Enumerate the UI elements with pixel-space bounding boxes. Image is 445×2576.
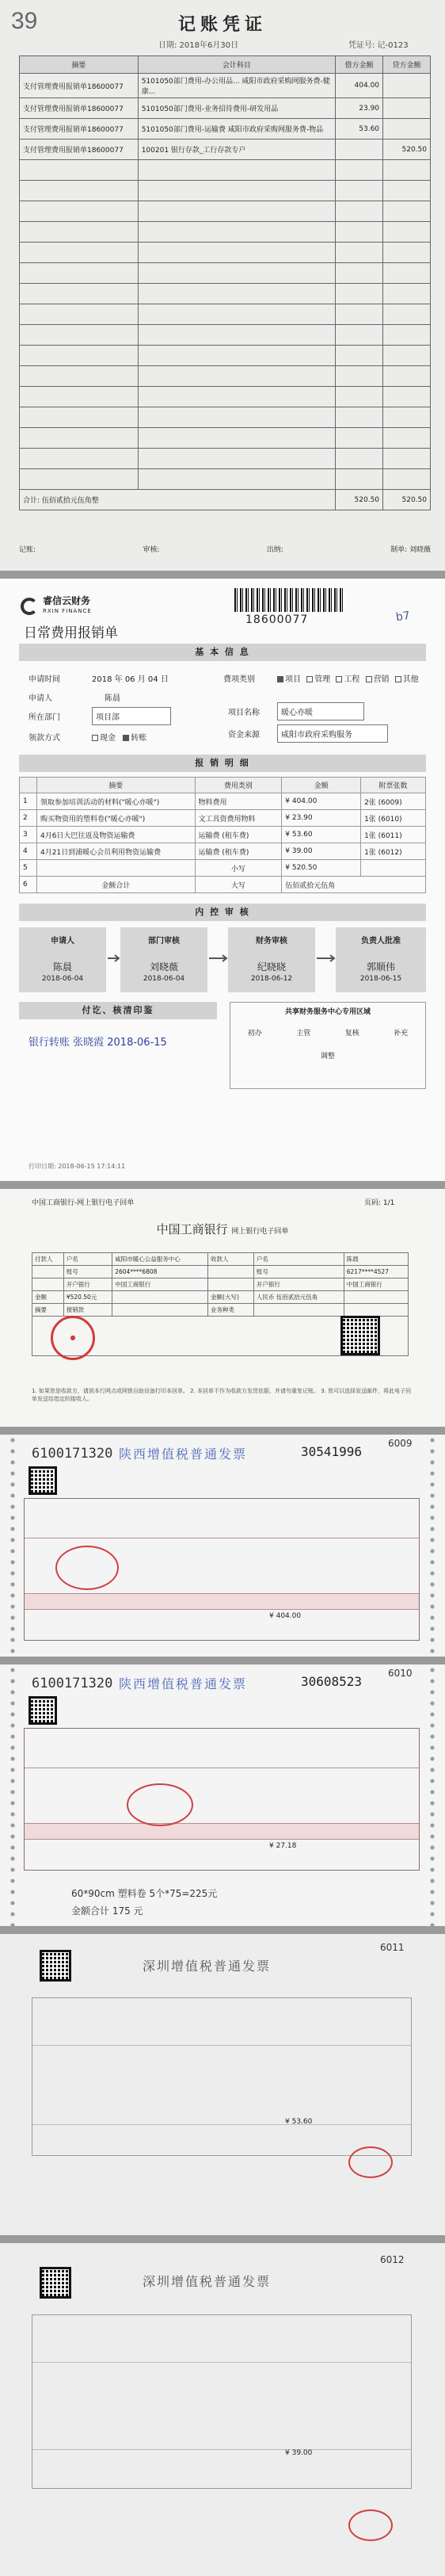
form-title: 日常费用报销单 — [24, 625, 118, 641]
bank-cell: 收款人 — [208, 1253, 254, 1266]
detail-no: 1 — [20, 793, 37, 810]
qr-code-icon — [29, 1466, 57, 1495]
bank-cell: 摘要 — [32, 1304, 64, 1317]
detail-header: 费用类别 — [195, 778, 282, 793]
detail-att: 1张 (6011) — [361, 827, 426, 843]
reim-type-label: 费项类别 — [223, 675, 255, 684]
qr-code-icon — [340, 1316, 380, 1355]
voucher-footer-item: 记账: — [19, 546, 36, 554]
approval-head: 部门审核 — [148, 937, 180, 946]
table-row — [20, 119, 431, 140]
voucher-account: 100201 银行存款_工行存款专户 — [138, 140, 335, 160]
project-label: 项目名称 — [228, 709, 260, 717]
bank-cell: 业务种类 — [208, 1304, 254, 1317]
voucher-number: 凭证号: 记-0123 — [348, 41, 409, 50]
brand-en: RXIN FINANCE — [43, 608, 92, 614]
table-row — [32, 1278, 409, 1291]
qr-code-icon — [40, 2267, 71, 2299]
barcode-icon — [234, 588, 345, 612]
invoice-seal-icon — [348, 2509, 393, 2541]
fund-label: 资金来源 — [228, 731, 260, 740]
detail-amount-capital: 伍佰贰拾元伍角 — [282, 877, 426, 893]
bank-cell: 开户银行 — [253, 1278, 344, 1291]
voucher-summary: 支付管理费用报销单18600077 — [20, 119, 139, 140]
invoice-title: 陕西增值税普通发票 — [119, 1447, 248, 1462]
approval-name: 纪晓晓 — [257, 961, 286, 973]
dept-label: 所在部门 — [29, 713, 60, 722]
table-row — [20, 793, 426, 810]
reim-type: 项目 — [285, 675, 301, 684]
invoice-number: 30608523 — [301, 1674, 363, 1689]
section-detail: 报 销 明 细 — [19, 755, 426, 772]
bank-cell — [344, 1304, 408, 1317]
bank-cell — [32, 1266, 64, 1278]
detail-att: 2张 (6009) — [361, 793, 426, 810]
approval-date: 2018-06-12 — [250, 975, 293, 983]
voucher-account: 5101050部门费用-业务招待费用-研发用品 — [138, 98, 335, 119]
voucher-header: 贷方金额 — [383, 56, 431, 74]
section-approval: 内 控 审 核 — [19, 904, 426, 921]
invoice-handwritten: 6009 — [388, 1438, 413, 1449]
invoice-seal-icon — [127, 1783, 193, 1826]
checkbox-icon[interactable] — [306, 676, 313, 682]
apply-year: 2018 — [92, 675, 112, 684]
detail-header — [20, 778, 37, 793]
table-row — [32, 1253, 409, 1266]
bank-cell: 金额(大写) — [208, 1291, 254, 1304]
reim-type: 管理 — [314, 675, 331, 684]
voucher-header: 借方金额 — [336, 56, 383, 74]
bank-cell: 账号 — [63, 1266, 112, 1278]
detail-att: 1张 (6010) — [361, 810, 426, 827]
apply-month: 06 — [124, 675, 135, 684]
invoice-1 — [0, 1435, 445, 1657]
invoice-grid — [24, 1728, 420, 1871]
bank-cell: 金额 — [32, 1291, 64, 1304]
bank-cell — [344, 1291, 408, 1304]
voucher-footer-item: 制单: 刘晓薇 — [390, 546, 431, 554]
voucher-total-debit: 520.50 — [336, 490, 383, 510]
detail-table — [19, 777, 426, 893]
invoice-3 — [0, 1934, 445, 2235]
voucher-summary: 支付管理费用报销单18600077 — [20, 74, 139, 98]
detail-header: 摘要 — [36, 778, 195, 793]
voucher-summary: 支付管理费用报销单18600077 — [20, 140, 139, 160]
qr-code-icon — [40, 1950, 71, 1982]
detail-amount: ¥ 39.00 — [282, 843, 361, 860]
bank-cell: 开户银行 — [63, 1278, 112, 1291]
invoice-handwritten: 6011 — [380, 1942, 405, 1953]
voucher-debit — [336, 140, 383, 160]
shared-item: 调整 — [320, 1053, 335, 1061]
apply-time-label: 申请时间 — [29, 675, 60, 684]
detail-desc: 领取参加培训活动的材料("暖心亦暖") — [36, 793, 195, 810]
table-row — [20, 140, 431, 160]
invoice-2 — [0, 1664, 445, 1926]
reim-type-options — [277, 672, 419, 684]
invoice-code: 6100171320 — [32, 1676, 113, 1691]
approval-date: 2018-06-04 — [41, 975, 84, 983]
table-row — [20, 827, 426, 843]
bank-notes: 1. 如果您是收款方，请到本行网点或网银自助设备打印本回单。 2. 本回单不作为收款方发货依据，并请勿重复记账。 3. 您可以选择发送邮件，将此电子回单发送给指定的接收人。 — [32, 1388, 412, 1402]
qr-code-icon — [29, 1696, 57, 1725]
fund-field: 咸阳市政府采购服务 — [277, 724, 388, 743]
detail-desc: 购买物资用的塑料卷("暖心亦暖") — [36, 810, 195, 827]
bank-title — [0, 1221, 445, 1237]
checkbox-icon[interactable] — [277, 676, 283, 682]
detail-cat: 物料费用 — [195, 793, 282, 810]
section-basic: 基 本 信 息 — [19, 644, 426, 661]
detail-no: 2 — [20, 810, 37, 827]
voucher-header: 会计科目 — [138, 56, 335, 74]
dept-field: 项目部 — [92, 707, 171, 725]
bank-cell — [112, 1291, 208, 1304]
shared-item: 主管 — [296, 1030, 311, 1038]
shared-item: 复核 — [344, 1030, 359, 1038]
table-row — [32, 1266, 409, 1278]
checkbox-icon[interactable] — [366, 676, 372, 682]
bank-cell: 账号 — [253, 1266, 344, 1278]
table-row — [20, 810, 426, 827]
detail-header: 附票张数 — [361, 778, 426, 793]
voucher-credit — [383, 98, 431, 119]
section-pay: 付讫、核清印鉴 — [19, 1002, 217, 1019]
invoice-4 — [0, 2243, 445, 2576]
voucher-footer-item: 审核: — [143, 546, 160, 554]
detail-no: 6 — [20, 877, 37, 893]
bank-receipt — [0, 1189, 445, 1427]
bank-page: 页码: 1/1 — [364, 1199, 395, 1207]
bank-cell: 2604****6808 — [112, 1266, 208, 1278]
handwritten-note: 60*90cm 塑料卷 5个*75=225元 — [71, 1888, 218, 1899]
brand-name: 睿信云财务 — [43, 595, 91, 606]
approval-name: 郭顺伟 — [366, 961, 395, 973]
voucher-debit: 23.90 — [336, 98, 383, 119]
project-field: 暖心亦暖 — [277, 702, 364, 720]
invoice-seal-icon — [55, 1546, 119, 1590]
bank-cell: 户名 — [253, 1253, 344, 1266]
voucher-date: 日期: 2018年6月30日 — [158, 41, 239, 50]
handwritten-number: b7 — [394, 609, 411, 625]
detail-amount-small: ¥ 520.50 — [282, 860, 361, 877]
detail-desc — [36, 860, 195, 877]
pay-option: 现金 — [100, 734, 116, 743]
bank-subtitle: 网上银行电子回单 — [231, 1228, 289, 1236]
reim-type: 营销 — [373, 675, 390, 684]
approval-name: 陈晨 — [52, 961, 72, 973]
bank-cell — [32, 1278, 64, 1291]
voucher-credit — [383, 119, 431, 140]
detail-amount: ¥ 23.90 — [282, 810, 361, 827]
bank-cell: 中国工商银行 — [344, 1278, 408, 1291]
detail-cat: 运输费 (租车费) — [195, 843, 282, 860]
invoice-number: 30541996 — [301, 1444, 363, 1459]
detail-no: 4 — [20, 843, 37, 860]
approval-date: 2018-06-15 — [359, 975, 402, 983]
approval-date: 2018-06-04 — [143, 975, 185, 983]
bank-cell: 人民币 伍佰贰拾元伍角 — [253, 1291, 344, 1304]
detail-cat: 大写 — [195, 877, 282, 893]
table-row — [20, 877, 426, 893]
bank-name: 中国工商银行 — [156, 1222, 228, 1236]
apply-date: 2018 年 06 月 04 日 — [92, 675, 169, 684]
invoice-title: 深圳增值税普通发票 — [143, 1959, 272, 1974]
table-row — [20, 843, 426, 860]
shared-item: 初办 — [247, 1030, 262, 1038]
approval-head: 申请人 — [51, 937, 74, 946]
detail-header: 金额 — [282, 778, 361, 793]
invoice-seal-icon — [348, 2146, 393, 2178]
voucher-account: 5101050部门费用-运输费 咸阳市政府采购网服务费-物品 — [138, 119, 335, 140]
voucher-debit: 53.60 — [336, 119, 383, 140]
bank-cell: ¥520.50元 — [63, 1291, 112, 1304]
detail-cat: 文工具资费用物料 — [195, 810, 282, 827]
page-number: 39 — [11, 8, 38, 34]
print-time: 打印日期: 2018-06-15 17:14:11 — [29, 1163, 126, 1170]
detail-cat: 小写 — [195, 860, 282, 877]
invoice-handwritten: 6012 — [380, 2254, 405, 2265]
voucher-account: 5101050部门费用-办公用品... 咸阳市政府采购网服务费-健康... — [138, 74, 335, 98]
detail-cat: 运输费 (租车费) — [195, 827, 282, 843]
table-row — [20, 860, 426, 877]
detail-desc: 4月6日大巴往返及物资运输费 — [36, 827, 195, 843]
shared-item: 补充 — [394, 1030, 409, 1038]
shared-area — [230, 1002, 426, 1089]
invoice-grid — [32, 2314, 412, 2489]
voucher-sheet — [0, 0, 445, 571]
voucher-debit: 404.00 — [336, 74, 383, 98]
flow-arrows — [0, 953, 445, 964]
detail-att: 1张 (6012) — [361, 843, 426, 860]
checkbox-icon[interactable] — [336, 676, 342, 682]
applicant-name: 陈晨 — [105, 694, 120, 703]
table-row — [20, 74, 431, 98]
handwritten-note: 金额合计 175 元 — [71, 1905, 143, 1917]
pay-method-label: 领款方式 — [29, 734, 60, 743]
detail-att — [361, 860, 426, 877]
bank-cell: 陈晨 — [344, 1253, 408, 1266]
detail-no: 5 — [20, 860, 37, 877]
voucher-credit — [383, 74, 431, 98]
checkbox-icon[interactable] — [92, 735, 98, 741]
pay-stamp: 银行转账 张晓霞 2018-06-15 — [29, 1037, 167, 1049]
approval-head: 负责人批准 — [361, 937, 401, 946]
checkbox-icon[interactable] — [123, 735, 129, 741]
detail-amount: ¥ 53.60 — [282, 827, 361, 843]
apply-day: 04 — [147, 675, 158, 684]
logo-icon — [21, 598, 38, 615]
invoice-handwritten: 6010 — [388, 1668, 413, 1679]
detail-no: 3 — [20, 827, 37, 843]
bank-cell: 户名 — [63, 1253, 112, 1266]
bank-seal-icon: ● — [51, 1316, 95, 1360]
table-row — [20, 98, 431, 119]
table-row — [32, 1291, 409, 1304]
invoice-grid — [32, 1997, 412, 2156]
bank-cell — [253, 1304, 344, 1317]
voucher-footer-item: 出纳: — [266, 546, 283, 554]
invoice-title: 深圳增值税普通发票 — [143, 2274, 272, 2289]
invoice-total: ¥ 404.00 — [269, 1612, 302, 1620]
pay-option: 转账 — [131, 734, 147, 743]
approval-head: 财务审核 — [256, 937, 287, 946]
reim-type: 其他 — [402, 675, 419, 684]
voucher-total-credit: 520.50 — [383, 490, 431, 510]
voucher-total-row — [20, 490, 431, 510]
invoice-code: 6100171320 — [32, 1446, 113, 1462]
bank-cell: 中国工商银行 — [112, 1278, 208, 1291]
barcode-number: 18600077 — [245, 613, 309, 626]
shared-title: 共享财务服务中心专用区域 — [284, 1008, 371, 1016]
invoice-total: ¥ 53.60 — [285, 2118, 313, 2126]
bank-cell — [208, 1266, 254, 1278]
checkbox-icon[interactable] — [395, 676, 401, 682]
bank-cell: 咸阳市暖心公益服务中心 — [112, 1253, 208, 1266]
bank-cell: 付款人 — [32, 1253, 64, 1266]
approval-name: 刘晓薇 — [149, 961, 178, 973]
bank-cell: 6217****4527 — [344, 1266, 408, 1278]
voucher-total-label: 合计: 伍佰贰拾元伍角整 — [20, 490, 336, 510]
voucher-table — [19, 55, 431, 510]
voucher-footer — [19, 544, 431, 554]
invoice-total: ¥ 27.18 — [269, 1842, 297, 1850]
table-row — [32, 1304, 409, 1317]
reim-type: 工程 — [344, 675, 360, 684]
invoice-total: ¥ 39.00 — [285, 2449, 313, 2457]
applicant-label: 申请人 — [29, 694, 52, 703]
voucher-header: 摘要 — [20, 56, 139, 74]
detail-desc: 4月21日到浦暖心会员利用物资运输费 — [36, 843, 195, 860]
brand-logo — [21, 596, 92, 617]
detail-amount: ¥ 404.00 — [282, 793, 361, 810]
invoice-title: 陕西增值税普通发票 — [119, 1676, 248, 1691]
pay-method-options — [92, 731, 146, 743]
bank-cell: 报销款 — [63, 1304, 112, 1317]
reimbursement-form — [0, 579, 445, 1181]
bank-cell — [112, 1304, 208, 1317]
bank-header: 中国工商银行-网上银行电子回单 — [32, 1199, 135, 1207]
voucher-summary: 支付管理费用报销单18600077 — [20, 98, 139, 119]
bank-cell — [208, 1278, 254, 1291]
detail-total-label: 金额合计 — [36, 877, 195, 893]
voucher-credit: 520.50 — [383, 140, 431, 160]
voucher-title: 记账凭证 — [177, 15, 267, 35]
